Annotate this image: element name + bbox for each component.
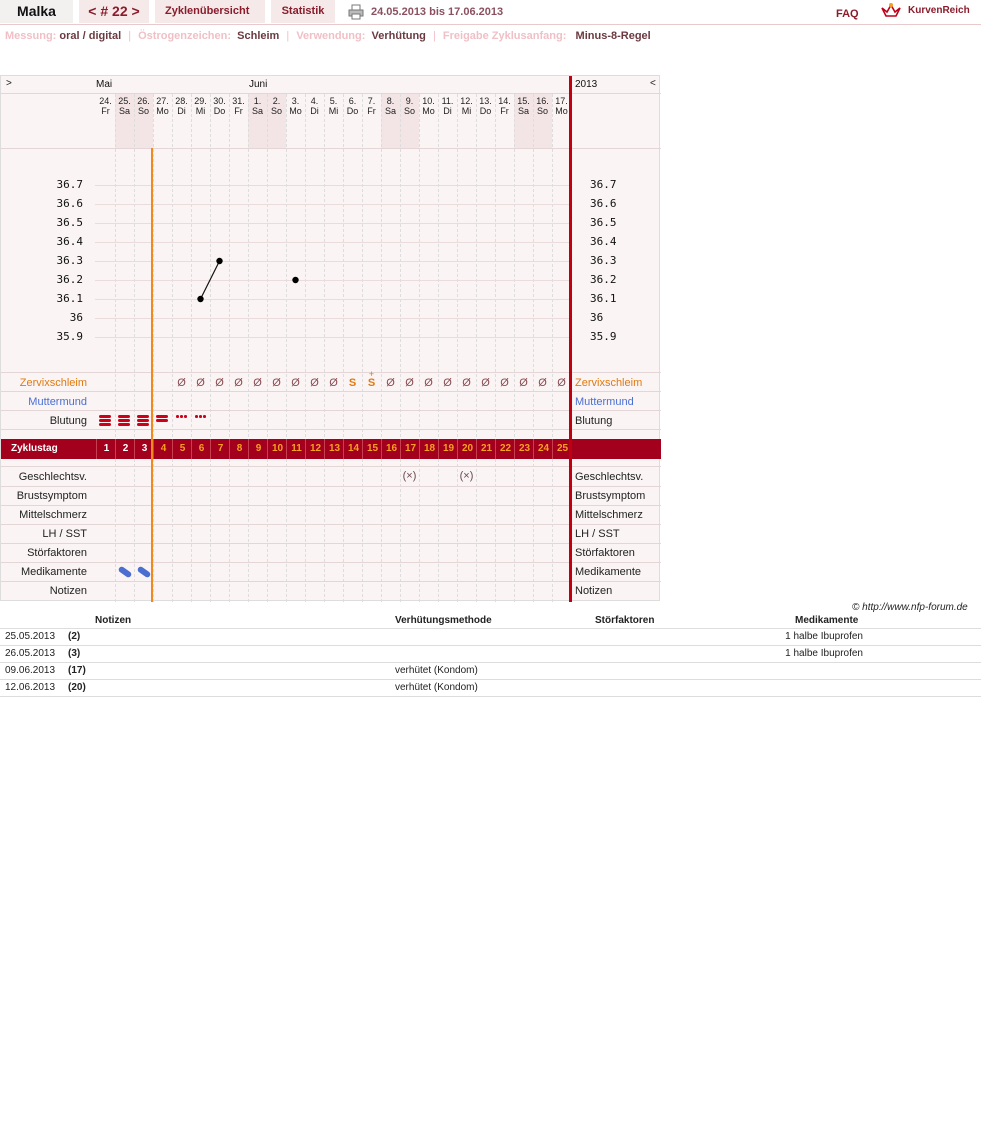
row-label-brust-right: Brustsymptom <box>575 490 646 502</box>
day-number: 2. <box>272 96 281 106</box>
cycle-day-label: Zyklustag <box>11 443 58 454</box>
day-number: 9. <box>405 96 414 106</box>
weekday-name: So <box>536 106 548 116</box>
weekday-name: So <box>137 106 149 116</box>
bleeding-bar <box>99 423 111 426</box>
cycle-chart <box>0 75 660 601</box>
row-label-stoerfaktoren-right: Störfaktoren <box>575 547 635 559</box>
cycle-day-number: 16 <box>381 439 401 459</box>
copyright-text: © http://www.nfp-forum.de <box>852 602 968 613</box>
day-number: 24. <box>99 96 112 106</box>
temp-tick-label: 36.2 <box>56 273 83 286</box>
estrogen-label: Östrogenzeichen: <box>138 30 232 42</box>
weekday-name: Mo <box>422 106 435 116</box>
row-cycle-day: (20) <box>68 682 86 693</box>
row-date: 09.06.2013 <box>5 665 56 676</box>
day-number: 29. <box>194 96 207 106</box>
row-date: 26.05.2013 <box>5 648 56 659</box>
top-nav-bar <box>0 0 981 25</box>
row-method: verhütet (Kondom) <box>395 682 478 693</box>
row-label-blutung: Blutung <box>49 415 87 427</box>
crown-logo-icon <box>880 2 902 20</box>
zervix-symbol[interactable]: Ø <box>424 377 433 389</box>
day-number: 11. <box>441 96 454 106</box>
tab-statistics[interactable]: Statistik <box>271 0 335 23</box>
row-label-stoerfaktoren: Störfaktoren <box>27 547 87 559</box>
zervix-symbol[interactable]: Ø <box>519 377 528 389</box>
month-label-may: Mai <box>96 79 113 90</box>
cycle-day-number: 15 <box>362 439 382 459</box>
bleeding-bar <box>99 415 111 418</box>
bleeding-bar <box>137 415 149 418</box>
bleeding-bar <box>99 419 111 422</box>
zervix-symbol[interactable]: Ø <box>405 377 414 389</box>
day-number: 5. <box>329 96 338 106</box>
zervix-symbol[interactable]: Ø <box>538 377 547 389</box>
zervix-symbol[interactable]: Ø <box>291 377 300 389</box>
day-number: 14. <box>498 96 511 106</box>
day-number: 12. <box>460 96 473 106</box>
temperature-curve <box>1 76 661 376</box>
intercourse-mark[interactable]: (×) <box>402 470 417 482</box>
cycle-day-number: 20 <box>457 439 477 459</box>
col-header-method: Verhütungsmethode <box>395 615 492 626</box>
bleeding-heavy-icon <box>118 413 131 427</box>
row-label-gv: Geschlechtsv. <box>18 471 87 483</box>
weekday-name: Do <box>479 106 492 116</box>
col-header-notes: Notizen <box>95 615 132 626</box>
temp-tick-label-right: 36.2 <box>590 273 617 286</box>
bleeding-heavy-icon <box>99 413 112 427</box>
cycle-navigator[interactable]: < # 22 > <box>79 0 149 23</box>
weekday-name: Sa <box>517 106 529 116</box>
zervix-symbol[interactable]: Ø <box>557 377 566 389</box>
zervix-symbol[interactable]: Ø <box>386 377 395 389</box>
temp-tick-label: 36.6 <box>56 197 83 210</box>
notes-table-header <box>0 614 981 629</box>
table-row <box>0 663 981 680</box>
zervix-plus-mark: + <box>368 369 375 379</box>
cycle-day-number: 18 <box>419 439 439 459</box>
row-label-muttermund: Muttermund <box>28 396 87 408</box>
row-meds: 1 halbe Ibuprofen <box>785 631 863 642</box>
row-method: verhütet (Kondom) <box>395 665 478 676</box>
day-number: 31. <box>232 96 245 106</box>
cycle-day-number: 13 <box>324 439 344 459</box>
day-number: 8. <box>386 96 395 106</box>
cycle-settings-line: Messung: oral / digital | Östrogenzeichen: Schleim | Verwendung: Verhütung | Freigabe Zyklusanfang: Minus-8-Regel <box>5 30 651 42</box>
bleeding-light-icon <box>194 413 207 427</box>
weekday-name: Mi <box>328 106 339 116</box>
temp-tick-label-right: 35.9 <box>590 330 617 343</box>
temp-tick-label-right: 36.1 <box>590 292 617 305</box>
zervix-symbol[interactable]: Ø <box>234 377 243 389</box>
cycle-day-number: 10 <box>267 439 287 459</box>
row-cycle-day: (2) <box>68 631 81 642</box>
row-label-brust: Brustsymptom <box>16 490 87 502</box>
table-row <box>0 646 981 663</box>
weekday-name: Sa <box>251 106 263 116</box>
year-label: 2013 <box>575 79 598 90</box>
day-number: 1. <box>253 96 262 106</box>
cycle-day-number: 9 <box>248 439 268 459</box>
cycle-day-number: 22 <box>495 439 515 459</box>
cycle-day-number: 25 <box>552 439 572 459</box>
zervix-symbol[interactable]: S <box>367 377 376 389</box>
weekday-name: So <box>403 106 415 116</box>
day-number: 28. <box>175 96 188 106</box>
temp-tick-label-right: 36.4 <box>590 235 617 248</box>
cycle-day-number: 5 <box>172 439 192 459</box>
bleeding-bar <box>118 419 130 422</box>
day-number: 4. <box>310 96 319 106</box>
row-label-notizen-right: Notizen <box>575 585 613 597</box>
temp-point[interactable] <box>292 277 298 283</box>
bleeding-dot <box>195 415 198 418</box>
row-label-mittelschmerz-right: Mittelschmerz <box>575 509 643 521</box>
weekday-name: Sa <box>118 106 130 116</box>
temp-tick-label: 36.3 <box>56 254 83 267</box>
weekday-name: Di <box>177 106 186 116</box>
day-number: 17. <box>555 96 568 106</box>
row-label-muttermund-right: Muttermund <box>575 396 634 408</box>
weekday-name: Do <box>213 106 226 116</box>
row-meds: 1 halbe Ibuprofen <box>785 648 863 659</box>
cycle-day-number: 12 <box>305 439 325 459</box>
table-row <box>0 680 981 697</box>
zervix-symbol[interactable]: Ø <box>196 377 205 389</box>
bleeding-light-icon <box>175 413 188 427</box>
release-label: Freigabe Zyklusanfang: <box>442 30 567 42</box>
weekday-name: Di <box>443 106 452 116</box>
date-range: 24.05.2013 bis 17.06.2013 <box>371 6 504 18</box>
faq-link[interactable]: FAQ <box>836 8 859 20</box>
day-number: 13. <box>479 96 492 106</box>
cycle-day-number: 21 <box>476 439 496 459</box>
row-date: 12.06.2013 <box>5 682 56 693</box>
weekday-name: Do <box>346 106 359 116</box>
bleeding-dot <box>199 415 202 418</box>
weekday-name: Mo <box>289 106 302 116</box>
temp-tick-label: 36.7 <box>56 178 83 191</box>
table-row <box>0 629 981 646</box>
cycle-day-number: 2 <box>115 439 135 459</box>
cycle-day-number: 7 <box>210 439 230 459</box>
day-number: 27. <box>156 96 169 106</box>
cycle-day-number: 19 <box>438 439 458 459</box>
weekday-name: Fr <box>101 106 110 116</box>
bleeding-dot <box>203 415 206 418</box>
day-number: 7. <box>367 96 376 106</box>
row-label-medikamente-right: Medikamente <box>575 566 642 578</box>
row-cycle-day: (17) <box>68 665 86 676</box>
brand-name[interactable]: KurvenReich <box>908 5 970 16</box>
printer-icon[interactable] <box>348 4 364 20</box>
measure-value: oral / digital <box>59 30 122 42</box>
zervix-symbol[interactable]: Ø <box>462 377 471 389</box>
weekday-name: Fr <box>500 106 509 116</box>
cycle-day-number: 1 <box>96 439 116 459</box>
release-value: Minus-8-Regel <box>575 30 651 42</box>
row-label-mittelschmerz: Mittelschmerz <box>19 509 87 521</box>
intercourse-mark[interactable]: (×) <box>459 470 474 482</box>
cycle-day-number: 3 <box>134 439 154 459</box>
month-label-june: Juni <box>249 79 268 90</box>
day-number: 10. <box>422 96 435 106</box>
today-line <box>569 76 572 602</box>
zervix-symbol[interactable]: Ø <box>329 377 338 389</box>
user-name[interactable]: Malka <box>0 0 73 23</box>
bleeding-bar <box>118 423 130 426</box>
row-label-gv-right: Geschlechtsv. <box>575 471 644 483</box>
bleeding-bar <box>137 419 149 422</box>
cycle-start-line <box>151 148 153 602</box>
cycle-day-number: 14 <box>343 439 363 459</box>
zervix-symbol[interactable]: Ø <box>310 377 319 389</box>
temp-tick-label-right: 36.3 <box>590 254 617 267</box>
zervix-symbol[interactable]: Ø <box>500 377 509 389</box>
day-number: 6. <box>348 96 357 106</box>
bleeding-dot <box>180 415 183 418</box>
weekday-name: So <box>270 106 282 116</box>
weekday-name: Mi <box>461 106 472 116</box>
bleeding-dot <box>176 415 179 418</box>
temp-tick-label: 36.5 <box>56 216 83 229</box>
zervix-symbol[interactable]: Ø <box>177 377 186 389</box>
row-date: 25.05.2013 <box>5 631 56 642</box>
usage-value: Verhütung <box>371 30 426 42</box>
row-label-notizen: Notizen <box>49 585 87 597</box>
temp-tick-label-right: 36.7 <box>590 178 617 191</box>
row-label-medikamente: Medikamente <box>20 566 87 578</box>
zervix-symbol[interactable]: S <box>348 377 357 389</box>
zervix-symbol[interactable]: Ø <box>443 377 452 389</box>
cycle-day-number: 4 <box>153 439 173 459</box>
measure-label: Messung: <box>5 30 57 42</box>
row-label-zervix: Zervixschleim <box>19 377 87 389</box>
bleeding-heavy-icon <box>137 413 150 427</box>
cycle-day-number: 6 <box>191 439 211 459</box>
zervix-symbol[interactable]: Ø <box>272 377 281 389</box>
bleeding-bar <box>137 423 149 426</box>
bleeding-dot <box>184 415 187 418</box>
bleeding-bar <box>156 419 168 422</box>
temp-point[interactable] <box>197 296 203 302</box>
pill-icon[interactable] <box>117 565 133 579</box>
pill-icon[interactable] <box>136 565 152 579</box>
temp-line-segment <box>201 261 220 299</box>
weekday-name: Di <box>310 106 319 116</box>
zervix-symbol[interactable]: Ø <box>253 377 262 389</box>
bleeding-bar <box>156 415 168 418</box>
row-label-blutung-right: Blutung <box>575 415 613 427</box>
day-number: 25. <box>118 96 131 106</box>
cycle-day-number: 23 <box>514 439 534 459</box>
day-number: 3. <box>291 96 300 106</box>
row-cycle-day: (3) <box>68 648 81 659</box>
temp-tick-label: 36 <box>69 311 83 324</box>
temp-point[interactable] <box>216 258 222 264</box>
cycle-day-number: 11 <box>286 439 306 459</box>
col-header-meds: Medikamente <box>795 615 859 626</box>
row-label-lh-right: LH / SST <box>575 528 620 540</box>
weekday-name: Fr <box>367 106 376 116</box>
bleeding-bar <box>118 415 130 418</box>
row-label-lh: LH / SST <box>42 528 87 540</box>
estrogen-value: Schleim <box>237 30 280 42</box>
temp-tick-label-right: 36 <box>590 311 604 324</box>
temp-tick-label-right: 36.6 <box>590 197 617 210</box>
next-cycle-arrow[interactable]: > <box>6 78 12 89</box>
day-number: 30. <box>213 96 226 106</box>
temp-tick-label-right: 36.5 <box>590 216 617 229</box>
weekday-name: Mo <box>555 106 568 116</box>
weekday-name: Fr <box>234 106 243 116</box>
day-number: 16. <box>536 96 549 106</box>
zervix-symbol[interactable]: Ø <box>481 377 490 389</box>
day-number: 26. <box>137 96 150 106</box>
weekday-name: Sa <box>384 106 396 116</box>
zervix-symbol[interactable]: Ø <box>215 377 224 389</box>
temp-tick-label: 36.1 <box>56 292 83 305</box>
temp-tick-label: 36.4 <box>56 235 83 248</box>
weekday-name: Mo <box>156 106 169 116</box>
day-number: 15. <box>517 96 530 106</box>
usage-label: Verwendung: <box>296 30 366 42</box>
cycle-day-number: 8 <box>229 439 249 459</box>
temp-tick-label: 35.9 <box>56 330 83 343</box>
weekday-name: Mi <box>195 106 206 116</box>
cycle-day-number: 17 <box>400 439 420 459</box>
col-header-disruptors: Störfaktoren <box>595 615 655 626</box>
row-label-zervix-right: Zervixschleim <box>575 377 643 389</box>
bleeding-medium-icon <box>156 413 169 427</box>
cycle-day-number: 24 <box>533 439 553 459</box>
tab-cycle-overview[interactable]: Zyklenübersicht <box>155 0 265 23</box>
prev-cycle-arrow[interactable]: < <box>650 78 656 89</box>
